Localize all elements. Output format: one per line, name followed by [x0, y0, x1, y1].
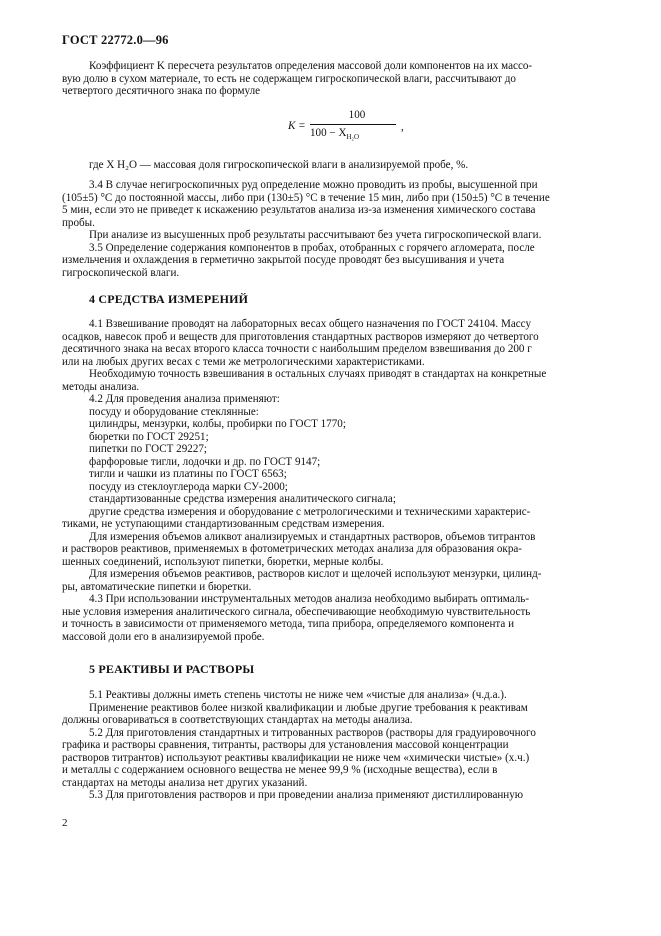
text-line: вую долю в сухом материале, то есть не содержащем гигроскопической влаги, рассчитывают до [62, 72, 516, 85]
formula-denominator: $100 - X_{H_2O}$ [310, 127, 360, 141]
page-number: 2 [62, 817, 68, 829]
text-line: измельчения и охлаждения в герметично закрытой посуде проводят без высушивания и учета [62, 254, 505, 266]
text-line: четвертого десятичного знака по формуле [62, 85, 261, 97]
text-line: растворов титрантов) используют реактивы квалификации не ниже чем «химически чистые» (х.ч.) [62, 751, 530, 764]
text-line: тиками, не уступающими стандартизованным средствам измерения. [62, 518, 385, 530]
text-line: стандартах на методы анализа нет других указаний. [62, 776, 308, 789]
text-line: Для измерения объемов реактивов, растворов кислот и щелочей используют мензурки, цилинд- [89, 568, 542, 580]
text-line: 3.5 Определение содержания компонентов в пробах, отобранных с горячего агломерата, после [89, 241, 535, 254]
text-line: осадков, навесок проб и веществ для приготовления стандартных растворов измеряют до четвертого [62, 330, 539, 343]
text-line: гигроскопической влаги. [62, 266, 180, 279]
text-line: фарфоровые тигли, лодочки и др. по ГОСТ 9147; [89, 455, 321, 468]
section-4-body [62, 318, 602, 643]
text-line: шенных соединений, используют пипетки, бюретки, мерные колбы. [62, 555, 384, 568]
standard-number: ГОСТ 22772.0—96 [62, 33, 169, 47]
text-line: 5.1 Реактивы должны иметь степень чистоты не ниже чем «чистые для анализа» (ч.д.а.). [89, 689, 507, 701]
section-heading-4: 4 СРЕДСТВА ИЗМЕРЕНИЙ [89, 292, 249, 306]
document-page [62, 0, 602, 936]
text-line: и точность в зависимости от применяемого метода, типа прибора, определяемого компонента и [62, 618, 515, 630]
paragraph-coefficient [62, 60, 602, 98]
text-line: стандартизованные средства измерения аналитического сигнала; [89, 493, 396, 505]
text-line: где X H₂O — массовая доля гигроскопической влаги в анализируемой пробе, %. [89, 159, 469, 171]
fraction-bar [310, 124, 396, 125]
paragraph-where [62, 159, 602, 172]
text-line: (105±5) °С до постоянной массы, либо при (130±5) °С в течение 15 мин, либо при (150±5) °С в течение [62, 191, 550, 204]
text-line: другие средства измерения и оборудование с метрологическими и техническими характерис- [89, 505, 531, 518]
text-line: ры, автоматические пипетки и бюретки. [62, 580, 252, 593]
text-line: 4.1 Взвешивание проводят на лабораторных весах общего назначения по ГОСТ 24104. Массу [89, 318, 531, 330]
text-line: посуду из стеклоуглерода марки СУ-2000; [89, 480, 288, 493]
text-line: должны оговариваться в соответствующих стандартах на методы анализа. [62, 714, 413, 726]
text-line: десятичного знака на весах второго класса точности с наибольшим пределом взвешивания до 200 г [62, 343, 532, 355]
text-line: методы анализа. [62, 380, 140, 393]
text-line: графика и растворы сравнения, титранты, растворы для установления массовой концентрации [62, 739, 509, 751]
text-line: тигли и чашки из платины по ГОСТ 6563; [89, 468, 287, 480]
text-line: бюретки по ГОСТ 29251; [89, 430, 209, 443]
text-line: 4.3 При использовании инструментальных методов анализа необходимо выбирать оптималь- [89, 593, 530, 605]
text-line: Необходимую точность взвешивания в остальных случаях приводят в стандартах на конкретные [89, 368, 547, 380]
text-line: и растворов реактивов, применяемых в фотометрических методах анализа для образования окра- [62, 543, 522, 555]
text-line: Применение реактивов более низкой квалификации и любые другие требования к реактивам [89, 701, 528, 714]
text-line: При анализе из высушенных проб результаты рассчитывают без учета гигроскопической влаги. [89, 229, 542, 241]
text-line: посуду и оборудование стеклянные: [89, 405, 259, 418]
text-line: Для измерения объемов аликвот анализируемых и стандартных растворов, объемов титрантов [89, 530, 536, 543]
text-line: Коэффициент K пересчета результатов определения массовой доли компонентов на их массо- [89, 60, 533, 72]
paragraph-3-4-3-5 [62, 179, 602, 279]
text-line: пробы. [62, 216, 95, 229]
section-5-body [62, 689, 602, 802]
text-line: 5.3 Для приготовления растворов и при проведении анализа применяют дистиллированную [89, 789, 524, 801]
text-line: пипетки по ГОСТ 29227; [89, 443, 207, 455]
text-line: 5.2 Для приготовления стандартных и титрованных растворов (растворы для градуировочного [89, 726, 536, 739]
text-line: 4.2 Для проведения анализа применяют: [89, 393, 280, 405]
formula-numerator: 100 [348, 109, 366, 121]
text-line: цилиндры, мензурки, колбы, пробирки по ГОСТ 1770; [89, 418, 346, 430]
formula-comma: , [401, 121, 404, 133]
formula [288, 108, 428, 148]
text-line: ные условия измерения аналитического сигнала, обеспечивающие необходимую чувствительность [62, 605, 531, 618]
text-line: массовой доли его в анализируемой пробе. [62, 630, 265, 643]
text-line: 3.4 В случае негигроскопичных руд определение можно проводить из пробы, высушенной при [89, 179, 538, 191]
text-line: 5 мин, если это не приведет к искажению результатов анализа из-за изменения химического состава [62, 204, 536, 216]
section-heading-5: 5 РЕАКТИВЫ И РАСТВОРЫ [89, 662, 255, 676]
formula-lhs: K = [288, 120, 306, 132]
text-line: или на любых других весах с теми же метрологическими характеристиками. [62, 355, 425, 368]
text-line: и металлы с содержанием основного вещества не менее 99,9 % (исходные вещества), если в [62, 764, 498, 776]
